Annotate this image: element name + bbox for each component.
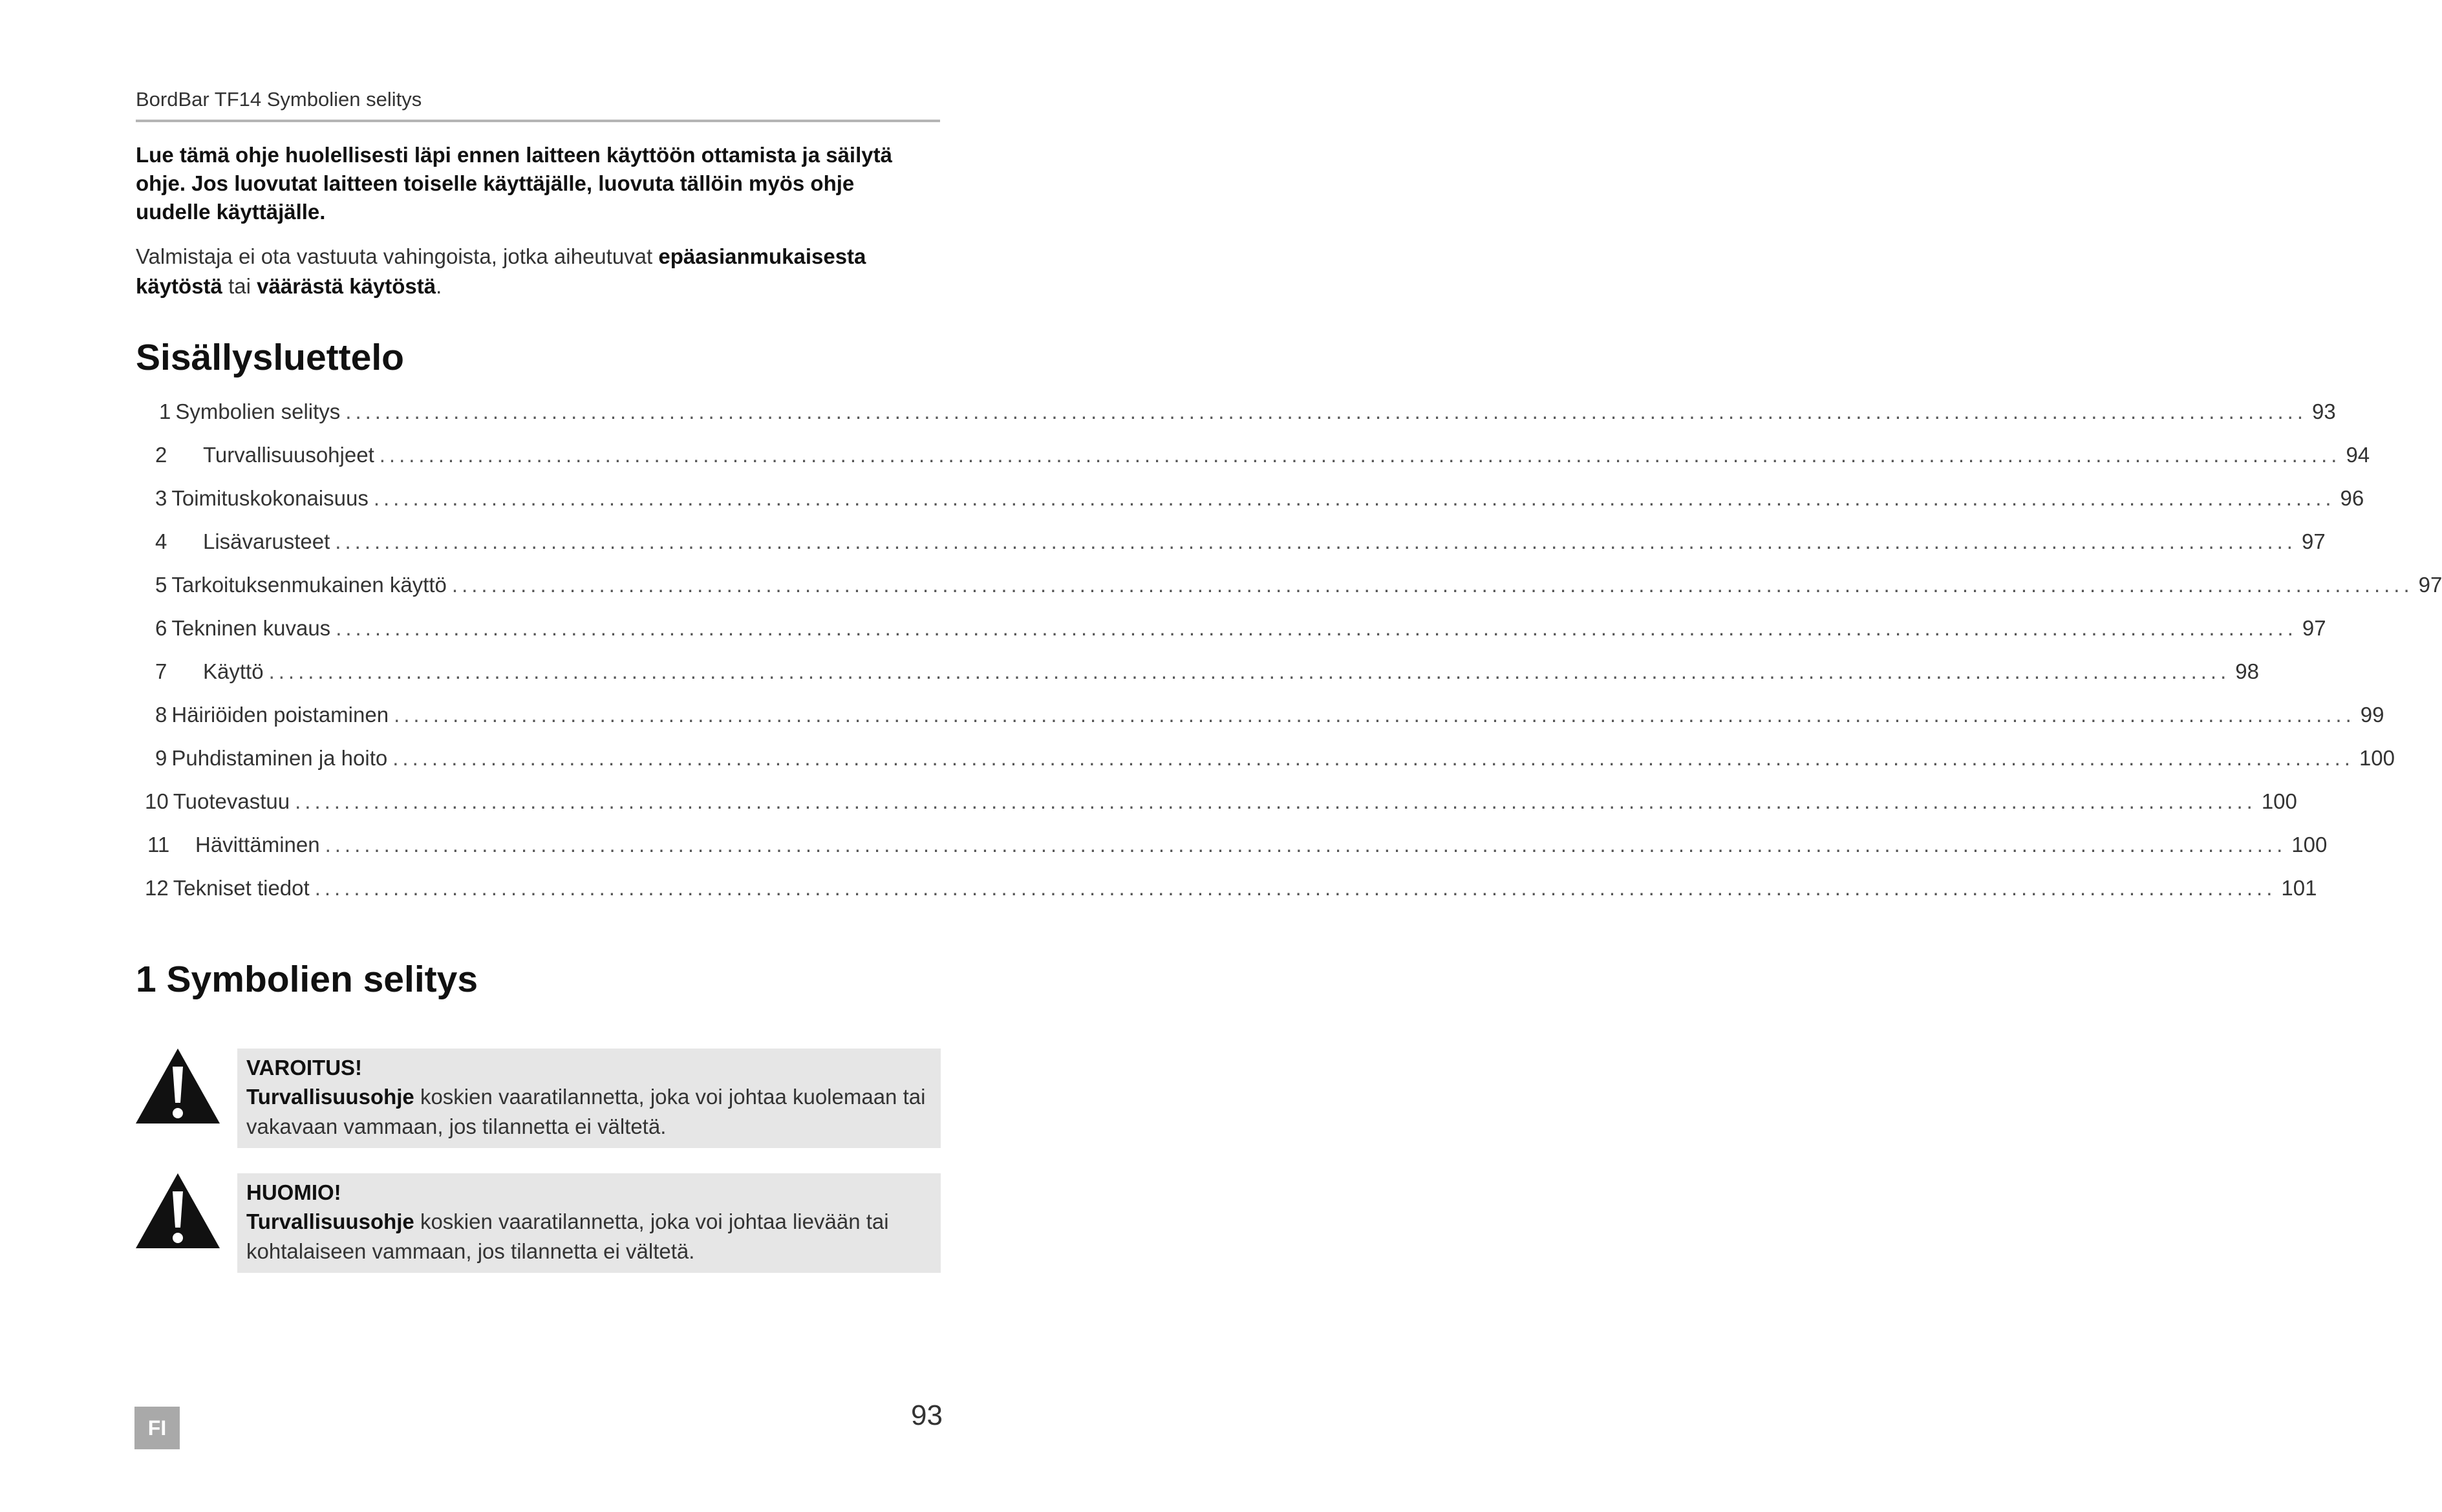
toc-entry-text: Lisävarusteet <box>203 529 330 553</box>
toc-entry-page: 99 <box>2360 703 2384 727</box>
toc-dot-leader: ........................................................................................................................................................................................................ <box>379 443 2341 467</box>
toc-entry-label <box>147 833 320 857</box>
toc-entry-number: 4 <box>155 529 167 553</box>
intro-line-3: uudelle käyttäjälle. <box>136 200 326 224</box>
toc-entry[interactable] <box>159 399 2336 432</box>
toc-entry-number: 5 <box>155 573 167 597</box>
toc-dot-leader: ........................................................................................................................................................................................................ <box>394 703 2355 727</box>
disclaimer-paragraph <box>136 242 944 301</box>
warning-box-huomio <box>237 1173 941 1273</box>
toc-title: Sisällysluettelo <box>136 337 405 378</box>
toc-entry-text: Symbolien selitys <box>175 399 341 423</box>
caution-body-line-2: kohtalaiseen vammaan, jos tilannetta ei vältetä. <box>246 1239 695 1263</box>
toc-entry[interactable] <box>155 659 2259 692</box>
toc-entry-page: 96 <box>2340 486 2364 510</box>
intro-line-2: ohje. Jos luovutat laitteen toiselle käyttäjälle, luovuta tällöin myös ohje <box>136 171 855 195</box>
disclaimer-pre: Valmistaja ei ota vastuuta vahingoista, jotka aiheutuvat <box>136 244 659 268</box>
intro-bold-paragraph <box>136 141 944 226</box>
toc-entry[interactable] <box>155 486 2364 518</box>
toc-entry-number: 9 <box>155 746 167 770</box>
toc-entry[interactable] <box>155 529 2326 562</box>
toc-entry[interactable] <box>145 876 2317 908</box>
toc-entry-page: 97 <box>2302 616 2326 640</box>
warning-box-varoitus <box>237 1049 941 1148</box>
toc-entry-text: Tekninen kuvaus <box>171 616 331 640</box>
caution-body <box>246 1207 932 1266</box>
toc-entry-page: 100 <box>2261 789 2297 813</box>
caution-heading: HUOMIO! <box>246 1180 341 1204</box>
disclaimer-bold-2: väärästä käytöstä <box>257 274 436 298</box>
toc-entry-label <box>155 659 264 684</box>
toc-dot-leader: ........................................................................................................................................................................................................ <box>451 573 2414 597</box>
disclaimer-bold-1: epäasianmukaisesta käytöstä <box>136 244 866 298</box>
toc-dot-leader: ........................................................................................................................................................................................................ <box>325 833 2287 857</box>
warning-body-line-2: vakavaan vammaan, jos tilannetta ei vältetä. <box>246 1114 667 1138</box>
toc-entry-page: 100 <box>2359 746 2395 770</box>
toc-entry-page: 93 <box>2312 399 2336 423</box>
toc-entry-page: 97 <box>2418 573 2442 597</box>
toc-entry[interactable] <box>155 443 2370 475</box>
warning-triangle-icon <box>136 1173 220 1248</box>
toc-entry-page: 97 <box>2301 529 2326 553</box>
toc-entry-text: Toimituskokonaisuus <box>171 486 369 510</box>
toc-dot-leader: ........................................................................................................................................................................................................ <box>268 659 2231 683</box>
toc-entry-label <box>155 703 389 727</box>
toc-entry-number: 2 <box>155 443 167 467</box>
toc-entry[interactable] <box>155 616 2326 648</box>
toc-entry-number: 12 <box>145 876 169 900</box>
warning-body <box>246 1082 932 1142</box>
warning-triangle-icon <box>136 1049 220 1123</box>
toc-entry-number: 3 <box>155 486 167 510</box>
toc-dot-leader: ........................................................................................................................................................................................................ <box>314 876 2276 900</box>
toc-entry-text: Hävittäminen <box>195 833 320 857</box>
toc-entry[interactable] <box>155 703 2384 735</box>
running-header: BordBar TF14 Symbolien selitys <box>136 88 422 111</box>
toc-dot-leader: ........................................................................................................................................................................................................ <box>373 486 2335 510</box>
toc-dot-leader: ........................................................................................................................................................................................................ <box>295 789 2256 813</box>
toc-entry-label <box>155 486 369 511</box>
toc-entry-label <box>155 529 330 554</box>
toc-entry-text: Käyttö <box>203 659 264 683</box>
toc-dot-leader: ........................................................................................................................................................................................................ <box>345 399 2307 423</box>
toc-entry-label <box>145 789 290 814</box>
toc-entry-number: 1 <box>159 399 171 423</box>
toc-entry-label <box>155 443 374 467</box>
disclaimer-post: . <box>436 274 442 298</box>
toc-entry-text: Tuotevastuu <box>173 789 290 813</box>
toc-entry-page: 101 <box>2281 876 2317 900</box>
disclaimer-mid: tai <box>222 274 257 298</box>
warning-body-line-1: koskien vaaratilannetta, joka voi johtaa kuolemaan tai <box>414 1085 926 1109</box>
toc-entry-label <box>155 616 330 641</box>
toc-entry-label <box>155 746 387 771</box>
toc-dot-leader: ........................................................................................................................................................................................................ <box>336 616 2297 640</box>
warning-body-bold: Turvallisuusohje <box>246 1085 414 1109</box>
toc-entry-page: 98 <box>2235 659 2259 683</box>
toc-entry-number: 8 <box>155 703 167 727</box>
toc-dot-leader: ........................................................................................................................................................................................................ <box>392 746 2354 770</box>
toc-entry-text: Turvallisuusohjeet <box>203 443 374 467</box>
toc-entry[interactable] <box>145 789 2297 822</box>
page-number: 93 <box>911 1400 943 1431</box>
toc-entry-number: 10 <box>145 789 169 813</box>
toc-entry-label <box>155 573 447 597</box>
toc-entry-page: 94 <box>2346 443 2370 467</box>
caution-body-bold: Turvallisuusohje <box>246 1209 414 1233</box>
language-badge: FI <box>134 1407 180 1449</box>
toc-entry-page: 100 <box>2291 833 2328 857</box>
caution-body-line-1: koskien vaaratilannetta, joka voi johtaa lievään tai <box>414 1209 889 1233</box>
header-rule <box>136 120 940 122</box>
toc-entry-text: Tarkoituksenmukainen käyttö <box>171 573 447 597</box>
warning-heading: VAROITUS! <box>246 1056 363 1080</box>
toc-entry[interactable] <box>155 746 2395 778</box>
toc-entry-number: 11 <box>147 833 170 857</box>
section-title: 1 Symbolien selitys <box>136 959 478 1000</box>
toc-entry-text: Puhdistaminen ja hoito <box>171 746 388 770</box>
toc-entry-label <box>159 399 340 424</box>
toc-entry[interactable] <box>155 573 2442 605</box>
toc-entry-label <box>145 876 310 900</box>
toc-entry[interactable] <box>147 833 2328 865</box>
toc-entry-text: Häiriöiden poistaminen <box>171 703 389 727</box>
toc-entry-number: 6 <box>155 616 167 640</box>
toc-dot-leader: ........................................................................................................................................................................................................ <box>335 529 2297 553</box>
intro-line-1: Lue tämä ohje huolellisesti läpi ennen laitteen käyttöön ottamista ja säilytä <box>136 143 892 167</box>
toc-entry-number: 7 <box>155 659 167 683</box>
toc-entry-text: Tekniset tiedot <box>173 876 310 900</box>
